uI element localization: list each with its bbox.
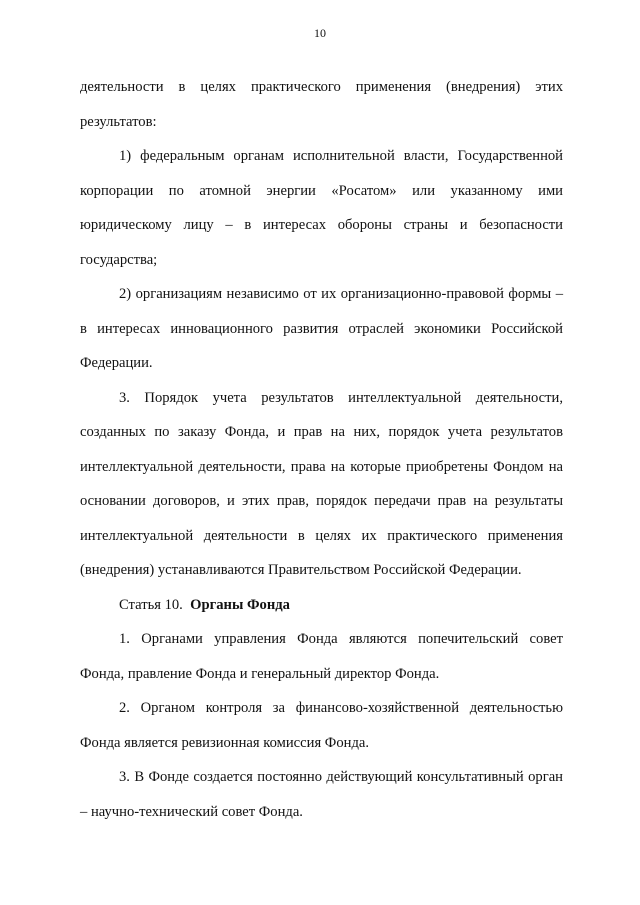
page-number: 10 [314, 26, 326, 40]
paragraph-item-1: 1) федеральным органам исполнительной власти, Государственной корпорации по атомной энергии «Росатом» или указанному ими юридическому лицу – в интересах обороны страны и безопасности государства; [80, 148, 563, 268]
article-paragraph-2: 2. Органом контроля за финансово-хозяйственной деятельностью Фонда является ревизионная комиссия Фонда. [80, 700, 563, 751]
article-heading [80, 588, 563, 623]
paragraph-part-3: 3. Порядок учета результатов интеллектуальной деятельности, созданных по заказу Фонда, и прав на них, порядок учета результатов интеллектуальной деятельности, права на которые приобретены Фондом на основании договоров, и этих прав, порядок передачи прав на результаты интеллектуальной деятельности в целях их практического применения (внедрения) устанавливаются Правительством Российской Федерации. [80, 389, 563, 578]
document-body [80, 70, 563, 829]
paragraph-item-2: 2) организациям независимо от их организационно-правовой формы – в интересах инновационного развития отраслей экономики Российской Федерации. [80, 286, 563, 371]
article-title: Органы Фонда [190, 596, 290, 613]
article-paragraph-1: 1. Органами управления Фонда являются попечительский совет Фонда, правление Фонда и генеральный директор Фонда. [80, 631, 563, 682]
article-paragraph-3: 3. В Фонде создается постоянно действующий консультативный орган – научно-технический совет Фонда. [80, 769, 563, 820]
paragraph-continuation: деятельности в целях практического применения (внедрения) этих результатов: [80, 79, 563, 130]
article-label: Статья 10. [119, 596, 183, 613]
